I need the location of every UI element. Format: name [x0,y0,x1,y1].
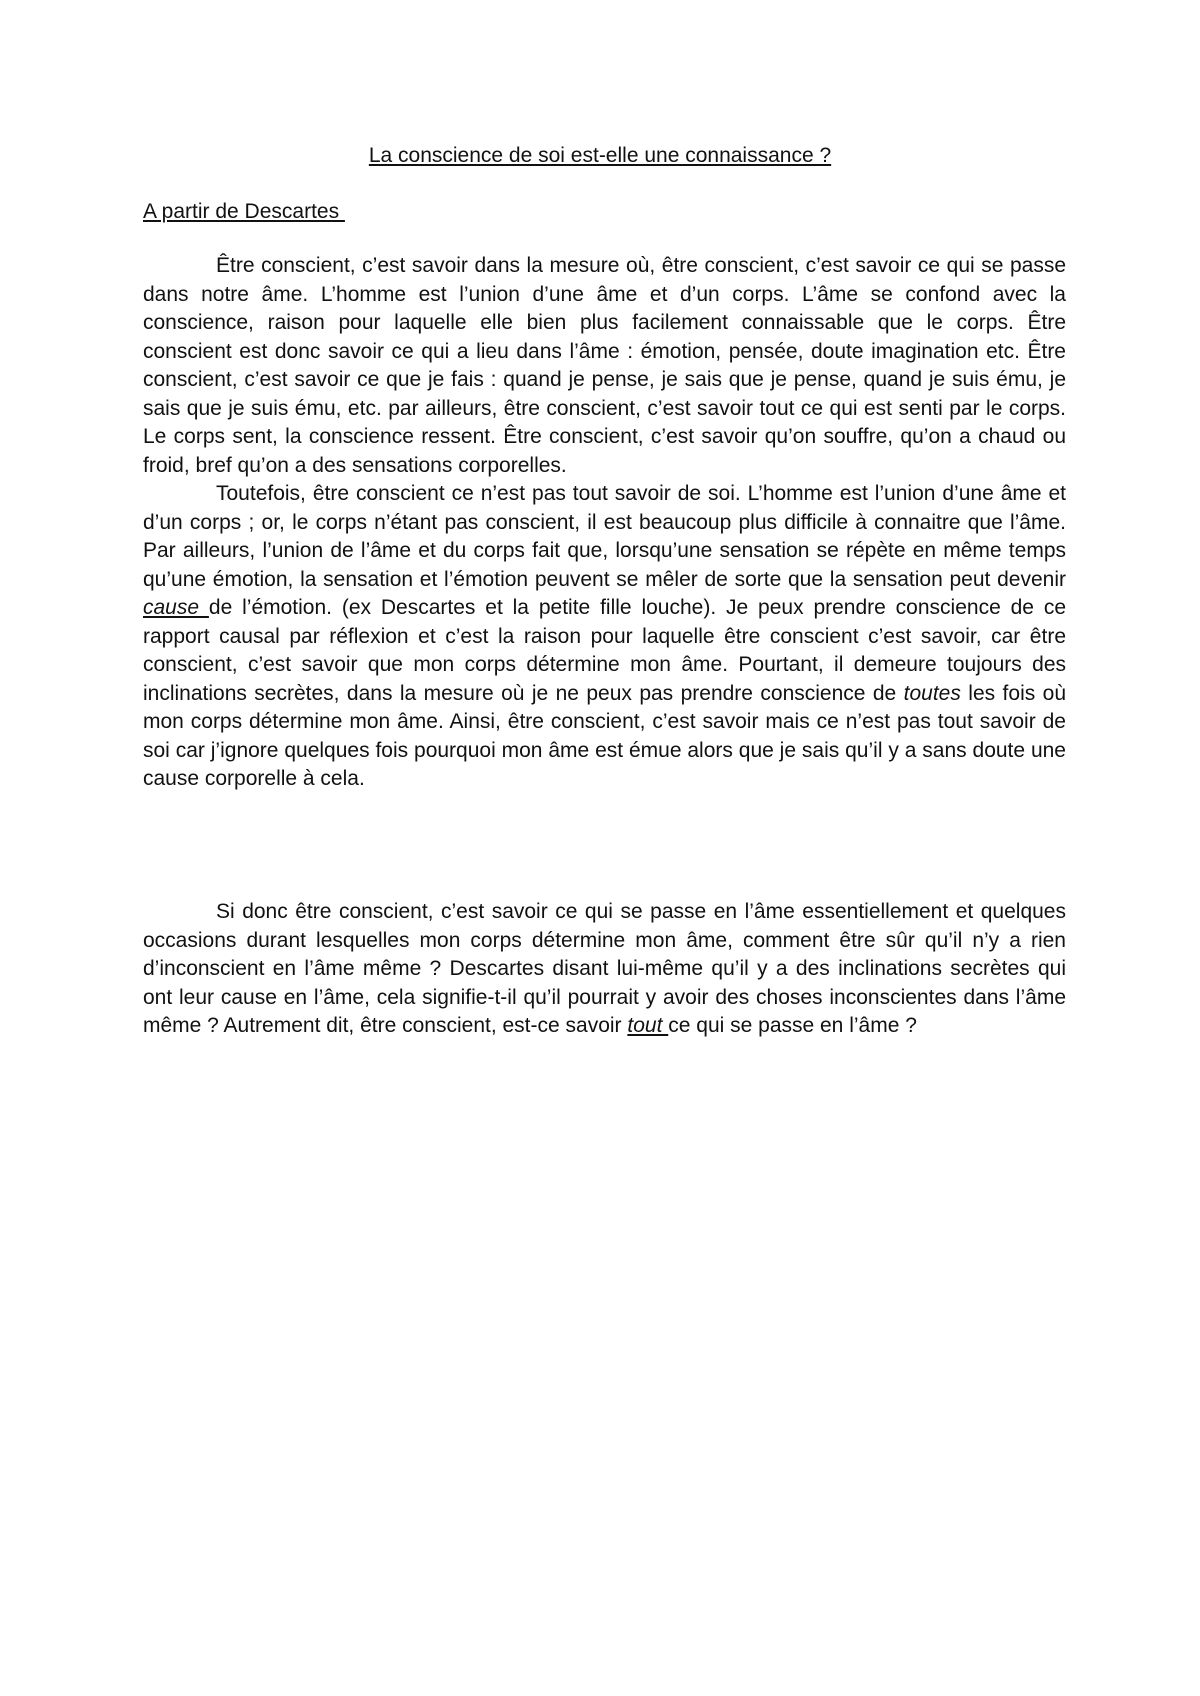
emphasis-tout: tout [627,1014,669,1037]
paragraph-3-part-1: Si donc être conscient, c’est savoir ce qui se passe en l’âme essentiellement et quelques occasions durant lesquelles mon corps détermine mon âme, comment être sûr qu’il n’y a rien d’inconscient en l’âme même ? Descartes disant lui-même qu’il y a des inclinations secrètes qui ont leur cause en l’âme, cela signifie-t-il qu’il pourrait y avoir des choses inconscientes dans l’âme même ? Autrement dit, être conscient, est-ce savoir [143,900,1066,1037]
emphasis-toutes: toutes [903,681,961,705]
body-block-2 [143,898,1066,1041]
paragraph-2-part-3: les fois où mon corps détermine mon âme. Ainsi, être conscient, c’est savoir mais ce n’est pas tout savoir de soi car j’ignore quelques fois pourquoi mon âme est émue alors que je sais qu’il y a sans doute une cause corporelle à cela. [143,681,1067,790]
document-title: La conscience de soi est-elle une connaissance ? [368,144,832,167]
paragraph-3 [143,898,1066,1041]
paragraph-3-part-2: ce qui se passe en l’âme ? [668,1014,917,1037]
paragraph-2-part-2: de l’émotion. (ex Descartes et la petite fille louche). Je peux prendre conscience de ce rapport causal par réflexion et c’est la raison pour laquelle être conscient c’est savoir, car être conscient, c’est savoir que mon corps détermine mon âme. Pourtant, il demeure toujours des inclinations secrètes, dans la mesure où je ne peux pas prendre conscience de [143,596,1066,705]
paragraph-1: Être conscient, c’est savoir dans la mesure où, être conscient, c’est savoir ce qui se passe dans notre âme. L’homme est l’union d’une âme et d’un corps. L’âme se confond avec la conscience, raison pour laquelle elle bien plus facilement connaissable que le corps. Être conscient est donc savoir ce qui a lieu dans l’âme : émotion, pensée, doute imagination etc. Être conscient, c’est savoir ce que je fais : quand je pense, je sais que je pense, quand je suis ému, je sais que je suis ému, etc. par ailleurs, être conscient, c’est savoir tout ce qui est senti par le corps. Le corps sent, la conscience ressent. Être conscient, c’est savoir qu’on souffre, qu’on a chaud ou froid, bref qu’on a des sensations corporelles. [143,254,1066,477]
emphasis-cause: cause [143,596,209,619]
paragraph-2 [143,480,1066,794]
paragraph-2-part-1: Toutefois, être conscient ce n’est pas tout savoir de soi. L’homme est l’union d’une âme et d’un corps ; or, le corps n’étant pas conscient, il est beaucoup plus difficile à connaitre que l’âme. Par ailleurs, l’union de l’âme et du corps fait que, lorsqu’une sensation se répète en même temps qu’une émotion, la sensation et l’émotion peuvent se mêler de sorte que la sensation peut devenir [143,482,1066,591]
body-block-1 [143,252,1066,794]
section-heading: A partir de Descartes [143,200,345,223]
